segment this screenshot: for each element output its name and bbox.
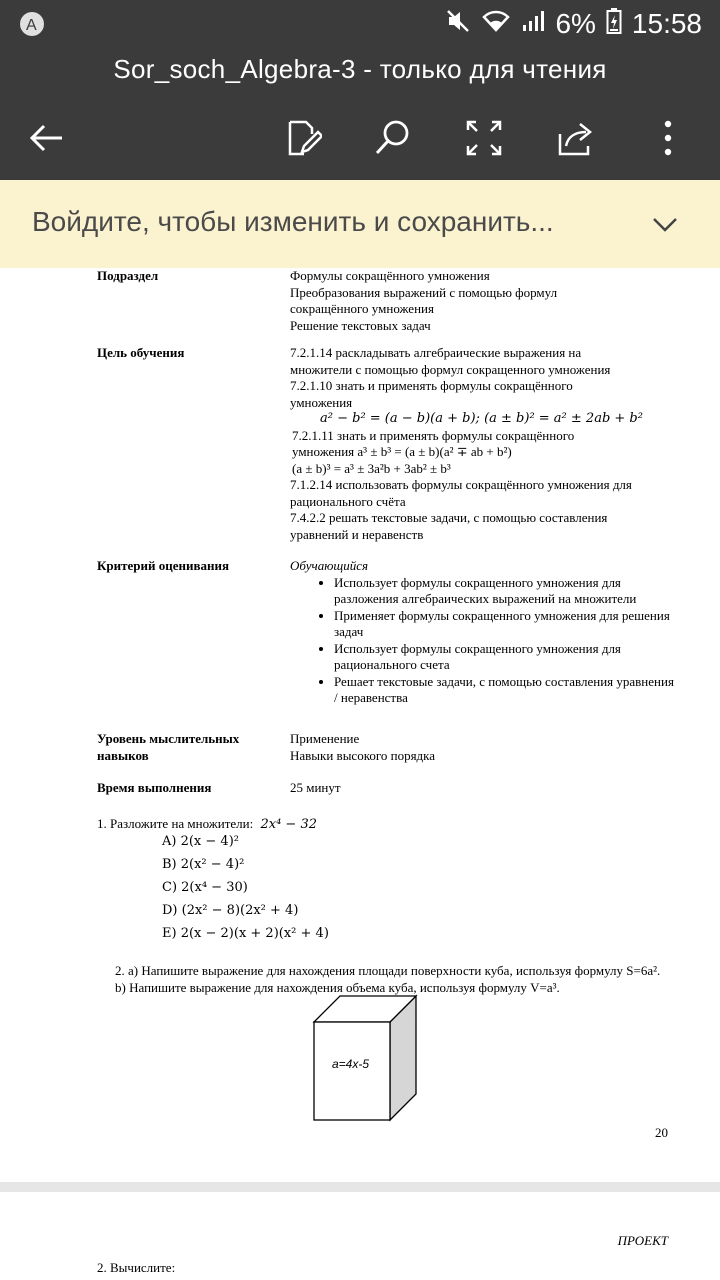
document-page (0, 268, 720, 1188)
answer-options (162, 834, 329, 949)
list-item: • Применяет формулы сокращенного умножения для решения задач (334, 608, 680, 641)
question-2 (115, 963, 675, 996)
criteria-value (290, 558, 680, 707)
more-icon[interactable] (644, 114, 692, 162)
text-line: уравнений и неравенств (290, 526, 424, 542)
mute-icon (445, 8, 471, 41)
answer-option: D) (2x² − 8)(2x² + 4) (162, 903, 299, 918)
edit-icon[interactable] (278, 114, 326, 162)
battery-icon (606, 7, 622, 42)
goal-value (290, 345, 680, 543)
share-icon[interactable] (552, 114, 600, 162)
time-label: Время выполнения (97, 780, 212, 795)
criteria-intro: Обучающийся (290, 558, 369, 573)
text-line: 7.2.1.14 раскладывать алгебраические выражения на (290, 345, 582, 360)
subsection-value (290, 268, 680, 334)
battery-label: 6% (555, 8, 596, 39)
text-line: множители с помощью формул сокращенного умножения (290, 361, 611, 377)
text-line: умножения a³ ± b³ = (a ± b)(a² ∓ ab + b²) (292, 444, 512, 459)
skills-label: Уровень мыслительных навыков (97, 731, 240, 763)
text-line: Преобразования выражений с помощью формул (290, 284, 558, 300)
question-text: b) Напишите выражение для нахождения объема куба, используя формулу V=a³. (115, 979, 560, 995)
formula-line: a² − b² = (a − b)(a + b); (a ± b)² = a² ± 2ab + b² (320, 411, 643, 426)
cube-label: a=4x-5 (332, 1057, 370, 1071)
app-notification-icon (18, 10, 46, 38)
text-line: рационального счёта (290, 493, 406, 509)
list-item: • Использует формулы сокращенного умножения для рационального счета (334, 641, 680, 674)
search-icon[interactable] (368, 114, 416, 162)
criteria-label: Критерий оценивания (97, 558, 230, 573)
criteria-list (290, 575, 680, 707)
text-line: умножения (290, 394, 353, 410)
status-icons (445, 6, 702, 42)
text-line: Применение (290, 731, 360, 746)
app-header (0, 48, 720, 180)
question-text: 1. Разложите на множители: (97, 816, 254, 831)
signal-icon (521, 8, 545, 40)
page-number: 20 (655, 1125, 668, 1140)
answer-option: E) 2(x − 2)(x + 2)(x² + 4) (162, 926, 329, 941)
subsection-label: Подраздел (97, 268, 159, 283)
list-item: • Использует формулы сокращенного умножения для разложения алгебраических выражений на множители (334, 575, 680, 608)
answer-option: B) 2(x² − 4)² (162, 857, 245, 872)
page-separator (0, 1182, 720, 1192)
text-line: 7.4.2.2 решать текстовые задачи, с помощью составления (290, 510, 608, 525)
signin-message: Войдите, чтобы изменить и сохранить... (32, 206, 554, 237)
chevron-down-icon[interactable] (650, 210, 680, 240)
answer-option: C) 2(x⁴ − 30) (162, 880, 248, 895)
answer-option: A) 2(x − 4)² (162, 834, 239, 849)
text-line: 7.1.2.14 использовать формулы сокращённого умножения для (290, 477, 632, 492)
text-line: Навыки высокого порядка (290, 747, 436, 763)
skills-value (290, 731, 680, 764)
status-bar (0, 0, 720, 48)
question-expression: 2x⁴ − 32 (260, 817, 317, 832)
question-1 (97, 816, 657, 834)
text-line: сокращённого умножения (290, 301, 434, 316)
fullscreen-icon[interactable] (460, 114, 508, 162)
goal-label: Цель обучения (97, 345, 185, 360)
text-line: Формулы сокращённого умножения (290, 268, 490, 283)
draft-label: ПРОЕКТ (617, 1233, 668, 1248)
clock: 15:58 (631, 8, 702, 39)
text-line: (a ± b)³ = a³ ± 3a²b + 3ab² ± b³ (292, 460, 451, 476)
cube-figure (312, 994, 418, 1124)
svg-text:A: A (26, 17, 37, 34)
text-line: 7.2.1.11 знать и применять формулы сокращённого (292, 427, 575, 443)
question-text: 2. Вычислите: (97, 1260, 176, 1275)
question-text: 2. а) Напишите выражение для нахождения площади поверхности куба, используя формулу S=6a². (115, 963, 661, 978)
signin-banner[interactable] (0, 180, 720, 268)
text-line: 7.2.1.10 знать и применять формулы сокращённого (290, 378, 573, 393)
text-line: Решение текстовых задач (290, 317, 431, 333)
time-value: 25 минут (290, 780, 341, 795)
back-arrow-icon[interactable] (22, 114, 70, 162)
document-page-2 (0, 1192, 720, 1280)
toolbar (0, 114, 720, 154)
wifi-icon (481, 8, 511, 41)
document-title: Sor_soch_Algebra-3 - только для чтения (113, 54, 607, 84)
list-item: • Решает текстовые задачи, с помощью составления уравнения / неравенства (334, 674, 680, 707)
